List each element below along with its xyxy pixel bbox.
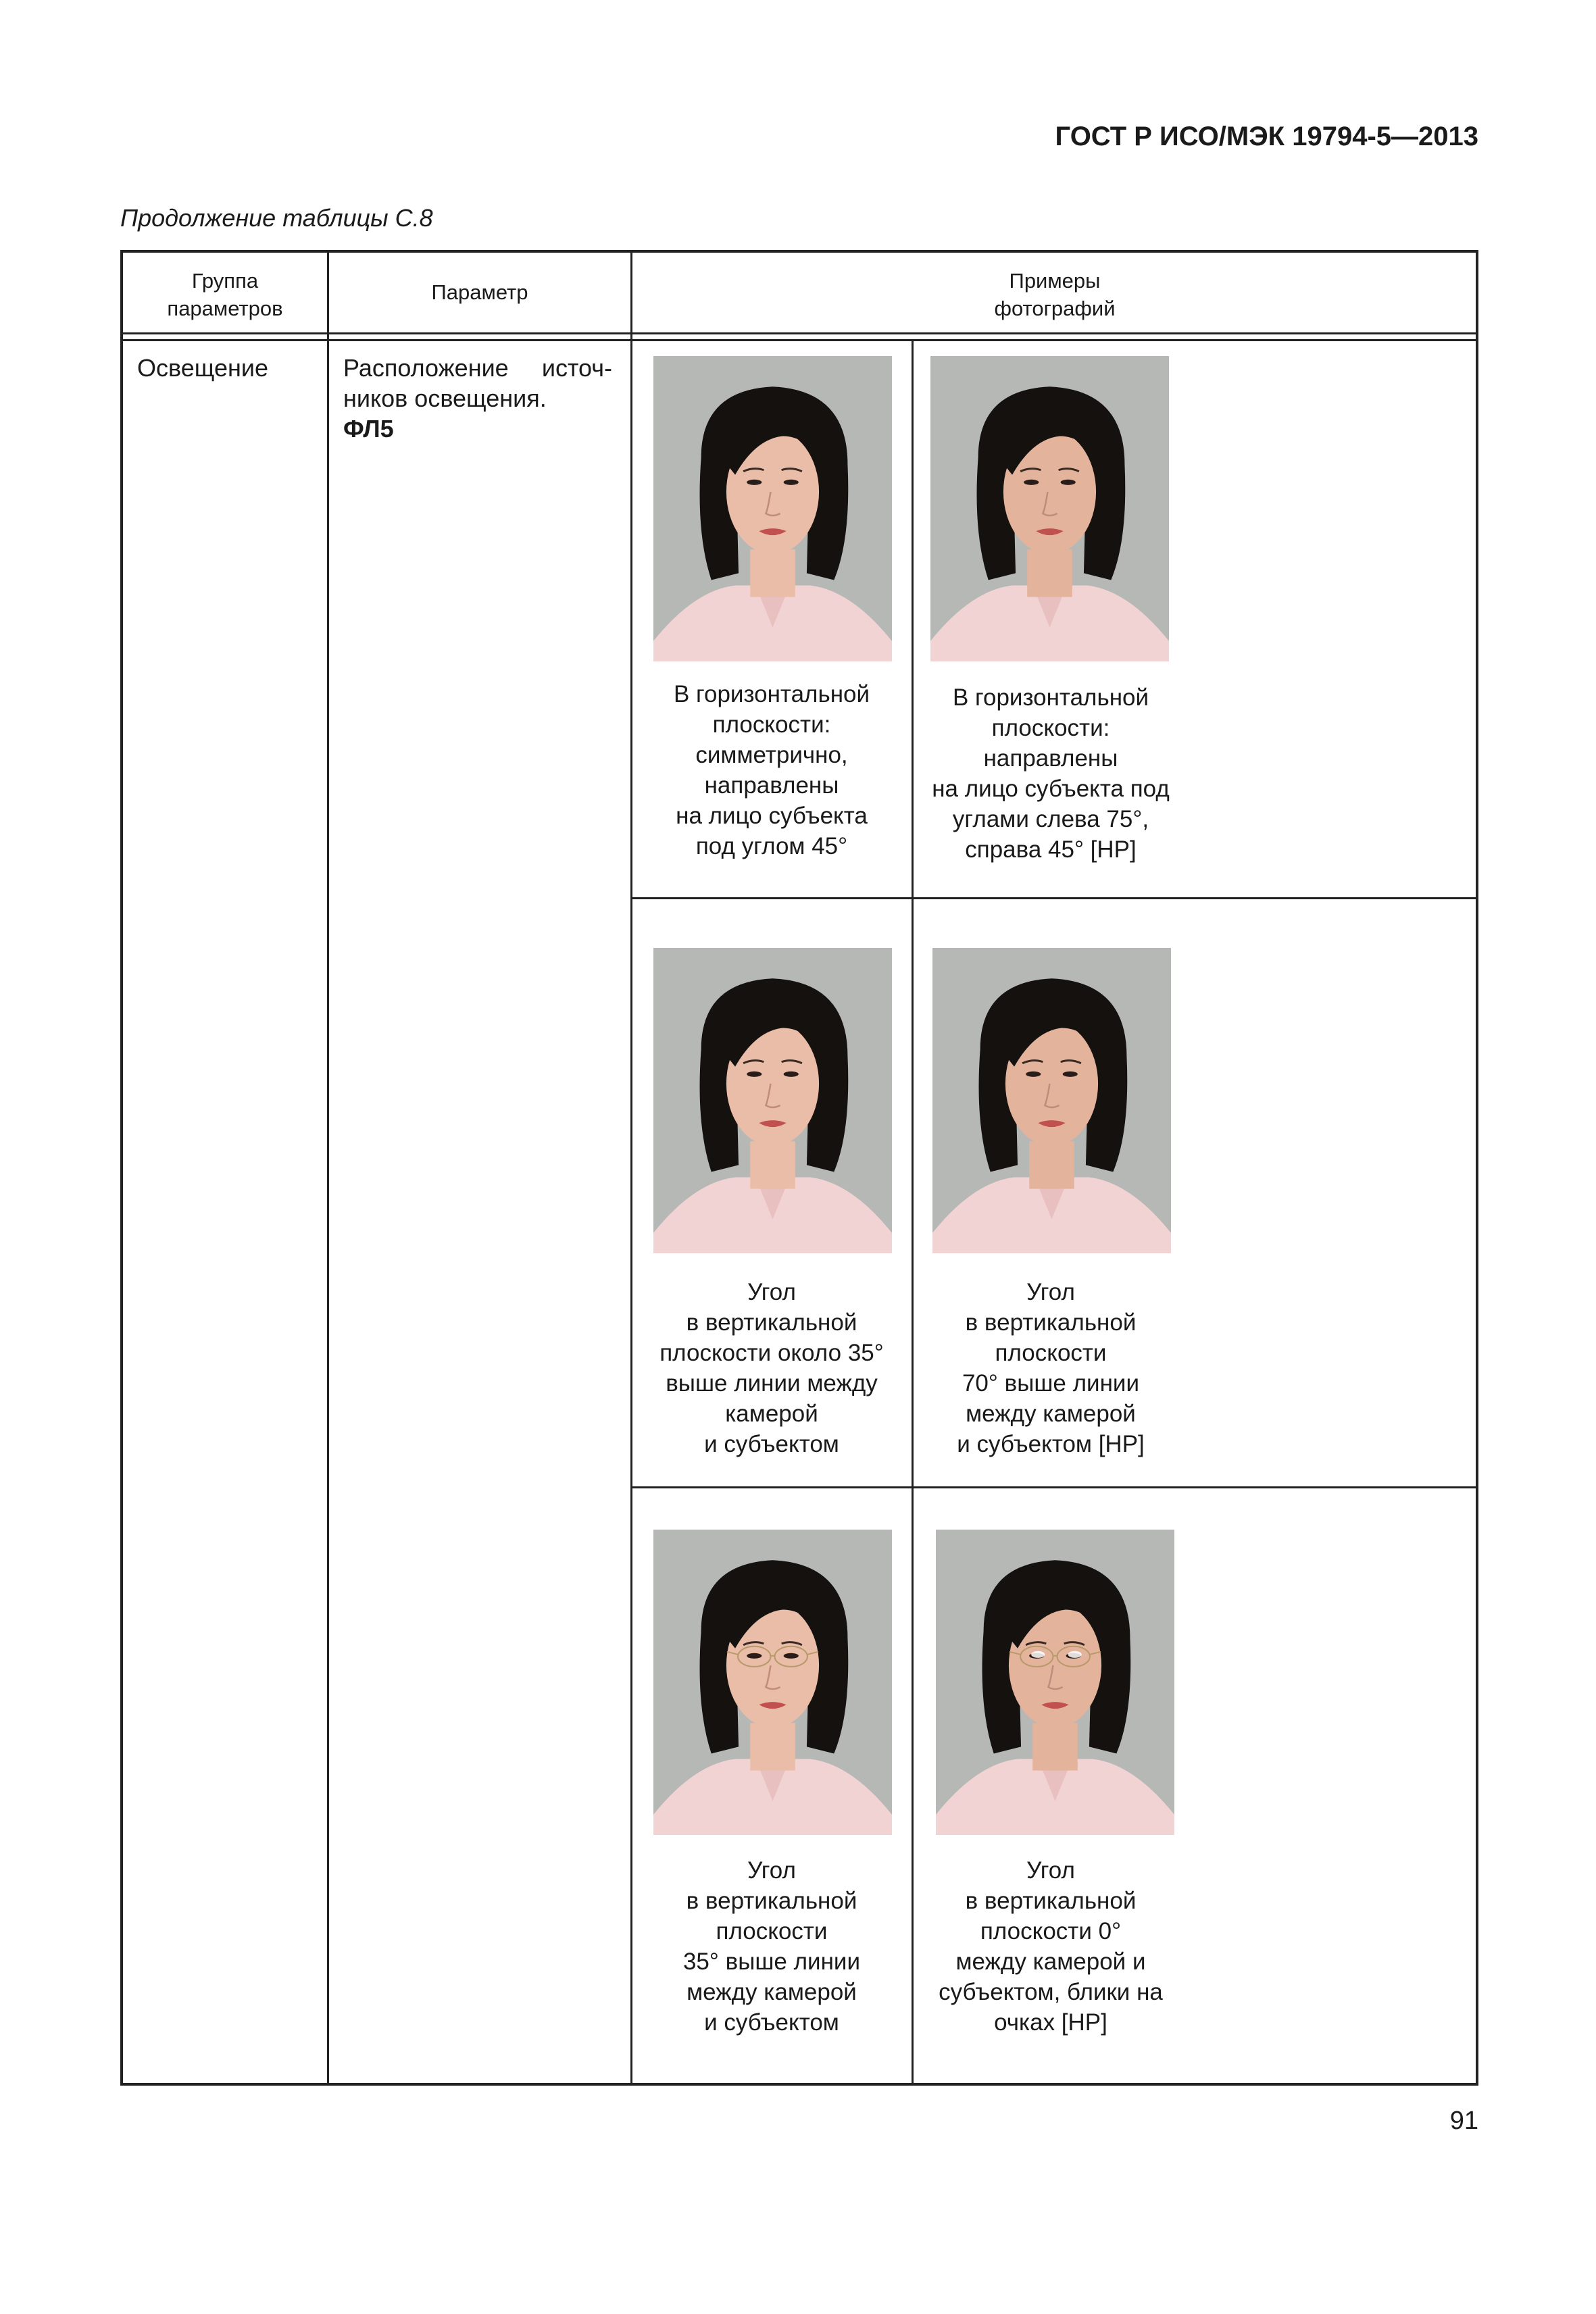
column-divider (630, 251, 632, 2084)
photo-caption: Угол в вертикальной плоскости около 35° выше линии между камерой и субъектом (659, 1279, 884, 1457)
face-photo (653, 356, 892, 661)
header-divider (122, 332, 1477, 334)
column-header-group: Группа параметров (167, 269, 283, 320)
parameter-cell (343, 353, 612, 444)
face-photo (936, 1530, 1174, 1835)
parameter-text: Расположение источ-ников освещения. (343, 354, 612, 412)
column-divider (912, 339, 914, 2084)
group-cell: Освещение (137, 354, 268, 382)
row-divider (631, 1486, 1477, 1488)
row-divider (631, 897, 1477, 899)
photo-caption: Угол в вертикальной плоскости 35° выше линии между камерой и субъектом (682, 1857, 861, 2036)
face-photo (932, 948, 1171, 1253)
page-number: 91 (1449, 2107, 1478, 2135)
photo-caption: Угол в вертикальной плоскости 0° между камерой и субъектом, блики на очках [НР] (939, 1857, 1163, 2036)
face-photo (653, 1530, 892, 1835)
face-photo (653, 948, 892, 1253)
photo-caption: В горизонтальной плоскости: направлены на лицо субъекта под углами слева 75°, справа 45° [НР] (932, 684, 1170, 863)
photo-caption: Угол в вертикальной плоскости 70° выше линии между камерой и субъектом [НР] (957, 1279, 1145, 1457)
face-photo (930, 356, 1169, 661)
column-header-parameter: Параметр (431, 280, 528, 304)
column-divider (327, 251, 329, 2084)
parameter-code: ФЛ5 (343, 415, 394, 443)
column-header-examples: Примеры фотографий (994, 269, 1116, 320)
photo-caption: В горизонтальной плоскости: симметрично, направлены на лицо субъекта под углом 45° (673, 681, 870, 859)
standard-code: ГОСТ Р ИСО/МЭК 19794-5—2013 (1055, 122, 1478, 151)
table-caption: Продолжение таблицы С.8 (120, 204, 433, 232)
header-divider (122, 339, 1477, 341)
